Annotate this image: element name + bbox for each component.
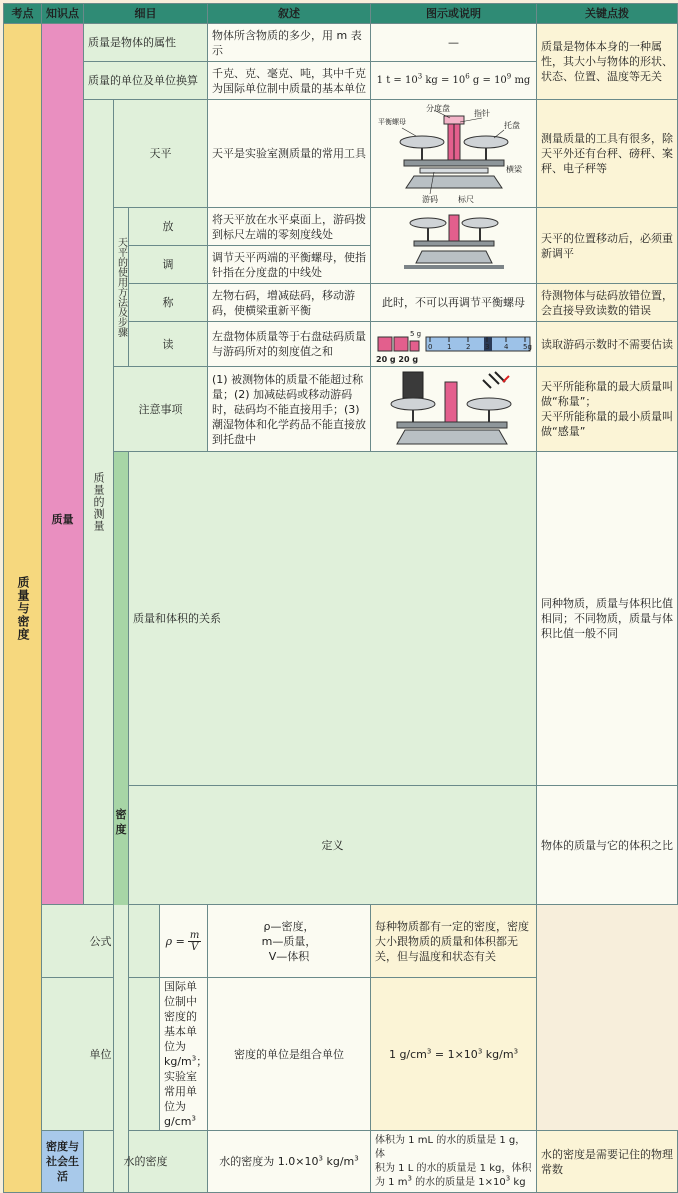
ratio-ximu: 质量和体积的关系 [129,452,537,786]
formula-guanjian: 每种物质都有一定的密度，密度大小跟物质的质量和体积都无关，但与温度和状态有关 [371,905,537,978]
unit-g-b: = 1×10 [431,1047,478,1061]
water-xushu-e: 3 [318,1154,323,1163]
section-zhiliang [42,24,84,905]
water-ximu: 水的密度 [84,1131,208,1193]
formula-num: m [189,929,200,941]
header-xushu: 叙述 [208,4,371,24]
du-xushu: 左盘物体质量等于右盘砝码质量与游码所对的刻度值之和 [208,322,371,367]
unit-g-a: 1 g/cm [388,1047,427,1061]
header-row [4,4,678,24]
conv-e2: 6 [465,72,470,81]
tiao-xushu: 调节天平两端的平衡螺母，使指针指在分度盘的中线处 [208,246,371,284]
header-kaodian: 考点 [4,4,42,24]
label-zhizhen: 指针 [473,108,490,118]
formula-tushi-3: V—体积 [268,949,310,963]
usage-group-cell [114,208,129,367]
balance-diagram [374,102,534,206]
formula-xushu [160,905,208,978]
step-tiao: 调 [129,246,208,284]
measure-group-label: 质量的测量 [92,472,105,532]
row-unit [4,978,678,1131]
conv-a: 1 t = 10 [376,75,418,86]
formula-fraction [188,930,201,953]
label-hengliang: 横梁 [505,164,522,174]
unit-xushu-be: 3 [191,1054,197,1063]
water-tushi-2: 积为 1 L 的水的质量是 1 kg，体积 [375,1162,532,1174]
water-tushi-3a: 为 1 m [375,1176,408,1188]
formula-den: V [190,941,199,953]
unit-xushu-ce: 3 [191,1114,196,1123]
section-zhiliang-label: 质量 [51,512,74,526]
unit-xushu-b: kg/m [164,1055,192,1068]
density-formula [166,930,202,953]
ruler-tick-label: 2 [465,343,470,351]
weight-20g-b [394,337,408,351]
label-fendupan: 分度盘 [425,103,450,113]
water-tushi-3c: kg [510,1176,526,1188]
balance-ximu: 天平 [114,100,208,208]
scale-bar [420,168,488,173]
header-ximu: 细目 [84,4,208,24]
unit-guanjian [371,978,537,1131]
tall-object [403,372,423,398]
header-tushi: 图示或说明 [371,4,537,24]
formula-ximu: 公式 [42,905,160,978]
notice-illustration-cell [371,367,537,452]
topic-cell [4,24,42,1193]
unit-xushu-c: ；实验室常用单位为 g/cm [164,1055,208,1128]
unit-g-e2: 3 [477,1046,483,1055]
water-guanjian: 水的密度是需要记住的物理常数 [537,1131,678,1193]
row-formula [4,905,678,978]
topic-label: 质量与密度 [16,575,30,641]
label-tuopan: 托盘 [503,120,520,130]
label-youma: 游码 [421,194,438,204]
cheng-xushu: 左物右码，增减砝码，移动游码，使横梁重新平衡 [208,284,371,322]
water-tushi-1: 体积为 1 mL 的水的质量是 1 g，体 [375,1134,526,1160]
water-xushu-a: 水的密度为 1.0×10 [219,1155,319,1168]
row-mass-def [4,24,678,62]
mass-unit-conversion [371,62,537,100]
conv-e3: 9 [506,72,512,81]
mass-unit-xushu: 千克、克、毫克、吨，其中千克为国际单位制中质量的基本单位 [208,62,371,100]
ruler-tick-label: 4 [503,343,508,351]
notice-xushu: (1) 被测物体的质量不能超过称量；(2) 加减砝码或移动游码时，砝码均不能直接用手；(3) 潮湿物体和化学药品不能直接放到托盘中 [208,367,371,452]
reading-illustration-cell [371,322,537,367]
weight-5g [410,341,419,351]
notice-guanjian-1: 天平所能称量的最大质量叫做“称量”； [541,380,673,408]
formula-tushi-2: m—质量， [261,934,317,948]
formula-lhs: ρ = [165,934,185,948]
conv-d: mg [511,75,531,86]
water-xushu-b: kg/m [322,1155,355,1168]
mass-unit-ximu: 质量的单位及单位换算 [84,62,208,100]
label-biaochi: 标尺 [457,194,474,204]
left-pan [400,136,444,148]
fang-guanjian: 天平的位置移动后，必须重新调平 [537,208,678,284]
section-midu-label: 密度 [115,808,127,836]
unit-g-c: kg/m [482,1047,514,1061]
knowledge-table [3,3,678,1193]
weights-label: 20 g 20 g [375,355,418,364]
header-guanjian: 关键点拨 [537,4,678,24]
measure-group-cell [84,100,114,905]
unit-g-e1: 3 [426,1046,432,1055]
step-fang: 放 [129,208,208,246]
define-xushu: 物体的质量与它的体积之比 [537,786,678,905]
right-pan [464,136,508,148]
conv-b: kg = 10 [422,75,466,86]
formula-tushi [208,905,371,978]
ruler-tick-label: 3 [484,343,489,351]
level-illustration-cell [371,208,537,284]
cheng-tushi: 此时，不可以再调节平衡螺母 [371,284,537,322]
weight-20g-a [378,337,392,351]
unit-xushu-a: 国际单位制中密度的基本单位为 [164,980,197,1053]
header-zhishidian: 知识点 [42,4,84,24]
fang-xushu: 将天平放在水平桌面上，游码拨到标尺左端的零刻度线处 [208,208,371,246]
notice-guanjian [537,367,678,452]
label-pingheng: 平衡螺母 [377,117,406,126]
water-tushi [371,1131,537,1193]
mass-def-guanjian: 质量是物体本身的一种属性，其大小与物体的形状、状态、位置、温度等无关 [537,24,678,100]
unit-tushi: 密度的单位是组合单位 [208,978,371,1131]
ratio-xushu: 同种物质，质量与体积比值相同；不同物质，质量与体积比值一般不同 [537,452,678,786]
water-tushi-3e2: 3 [505,1174,511,1183]
balance-guanjian: 测量质量的工具有很多，除天平外还有台秤、磅秤、案秤、电子秤等 [537,100,678,208]
row-balance [4,100,678,208]
step-cheng: 称 [129,284,208,322]
beam [404,160,504,166]
section-shehui: 密度与社会生活 [42,1131,84,1193]
cheng-guanjian: 待测物体与砝码放错位置，会直接导致读数的错误 [537,284,678,322]
conv-c: g = 10 [469,75,507,86]
unit-g-e3: 3 [513,1046,519,1055]
formula-tushi-1: ρ—密度， [263,919,315,933]
base [406,176,502,188]
mass-def-ximu: 质量是物体的属性 [84,24,208,62]
du-guanjian: 读取游码示数时不需要估读 [537,322,678,367]
row-water [4,1131,678,1193]
notice-guanjian-2: 天平所能称量的最小质量叫做“感量” [541,410,673,438]
balance-xushu: 天平是实验室测质量的常用工具 [208,100,371,208]
conv-e1: 3 [417,72,423,81]
leveling-balance-diagram [394,209,514,283]
weights-and-scale-diagram [374,323,534,365]
water-xushu [208,1131,371,1193]
notice-ximu: 注意事项 [114,367,208,452]
water-tushi-3 [375,1176,532,1190]
define-ximu: 定义 [129,786,537,905]
mass-def-xushu: 物体所含物质的多少，用 m 表示 [208,24,371,62]
ruler-tick-label: 5g [522,343,532,351]
mass-def-tushi: — [371,24,537,62]
balance-illustration-cell [371,100,537,208]
unit-xushu [160,978,208,1131]
notice-balance-diagram [379,368,529,450]
water-xushu-e2: 3 [354,1154,359,1163]
scale-ruler [426,337,530,351]
ruler-tick-label: 1 [446,343,451,351]
weight-5g-label: 5 g [409,330,421,338]
water-tushi-3e: 3 [407,1174,412,1183]
usage-group-label: 天平的使用方法及步骤 [115,237,127,337]
water-tushi-3b: 的水的质量是 1×10 [411,1176,506,1188]
unit-ximu: 单位 [42,978,160,1131]
ruler-tick-label: 0 [427,343,432,351]
step-du: 读 [129,322,208,367]
